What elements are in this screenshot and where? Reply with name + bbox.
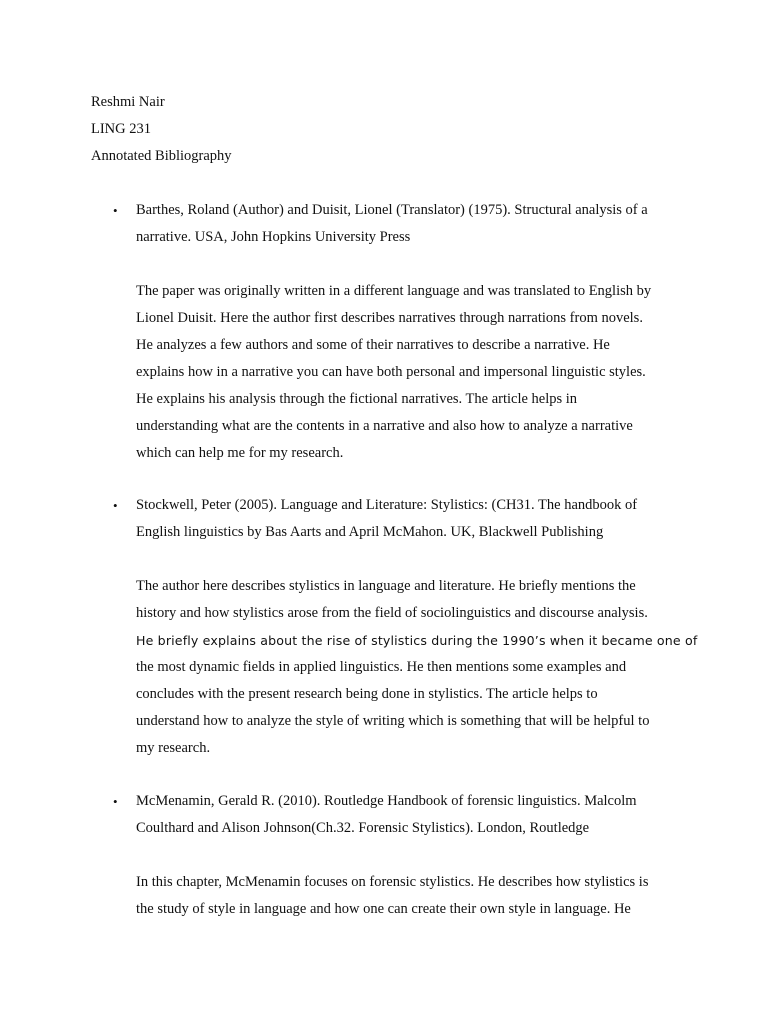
citation-line: Barthes, Roland (Author) and Duisit, Lionel (Translator) (1975). Structural analysis of a (136, 202, 648, 218)
annotation-line: the study of style in language and how one can create their own style in language. He (136, 901, 631, 917)
annotation-paragraph (91, 869, 691, 923)
bullet-icon: • (113, 498, 118, 513)
annotation-line: He analyzes a few authors and some of their narratives to describe a narrative. He (136, 337, 610, 353)
citation-line: McMenamin, Gerald R. (2010). Routledge Handbook of forensic linguistics. Malcolm (136, 793, 637, 809)
citation-line: English linguistics by Bas Aarts and April McMahon. UK, Blackwell Publishing (136, 524, 604, 540)
annotation-line: which can help me for my research. (136, 445, 344, 461)
annotation-line: The paper was originally written in a different language and was translated to English by (136, 283, 652, 299)
annotation-line: He explains his analysis through the fictional narratives. The article helps in (136, 391, 578, 407)
annotation-line: explains how in a narrative you can have both personal and impersonal linguistic styles. (136, 364, 646, 380)
bullet-icon: • (113, 794, 118, 809)
bullet-icon: • (113, 203, 118, 218)
annotation-line: the most dynamic fields in applied linguistics. He then mentions some examples and (136, 659, 627, 675)
annotation-paragraph (91, 278, 691, 467)
citation (91, 492, 691, 546)
annotation-line: history and how stylistics arose from the field of sociolinguistics and discourse analysis. (136, 605, 648, 621)
annotation-line: In this chapter, McMenamin focuses on forensic stylistics. He describes how stylistics is (136, 874, 649, 890)
annotation-line: understanding what are the contents in a narrative and also how to analyze a narrative (136, 418, 633, 434)
citation (91, 197, 691, 251)
document-title: Annotated Bibliography (91, 148, 232, 164)
author-name: Reshmi Nair (91, 94, 165, 110)
annotation-line: understand how to analyze the style of writing which is something that will be helpful to (136, 713, 650, 729)
course-code: LING 231 (91, 121, 152, 137)
document-header (91, 89, 232, 170)
bibliography-entry (91, 492, 698, 762)
citation-line: Stockwell, Peter (2005). Language and Literature: Stylistics: (CH31. The handbook of (136, 497, 638, 513)
annotation-line: He briefly explains about the rise of stylistics during the 1990’s when it became one of (136, 633, 698, 648)
annotation-line: The author here describes stylistics in language and literature. He briefly mentions the (136, 578, 636, 594)
annotation-line: my research. (136, 740, 211, 756)
citation-line: narrative. USA, John Hopkins University Press (136, 229, 411, 245)
citation-line: Coulthard and Alison Johnson(Ch.32. Forensic Stylistics). London, Routledge (136, 820, 590, 836)
annotation-line: concludes with the present research being done in stylistics. The article helps to (136, 686, 598, 702)
citation (91, 788, 691, 842)
bibliography-entry (91, 788, 691, 923)
annotation-paragraph (91, 573, 698, 762)
bibliography-entry (91, 197, 691, 467)
annotation-line: Lionel Duisit. Here the author first describes narratives through narrations from novels. (136, 310, 643, 326)
